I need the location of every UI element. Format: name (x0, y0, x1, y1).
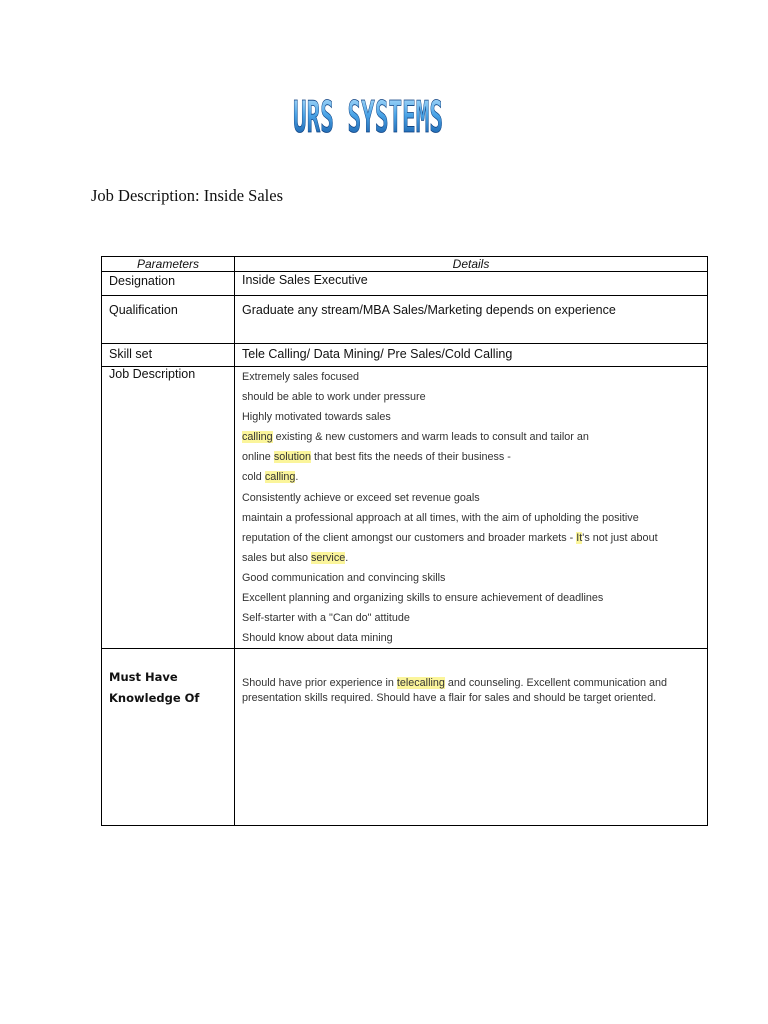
job-description-item (242, 367, 700, 387)
text-fragment: Self-starter with a "Can do" attitude (242, 612, 410, 625)
designation-value: Inside Sales Executive (235, 272, 708, 296)
text-fragment: and counseling. Excellent communication and presentation skills required. Should have a flair for sales and should be target oriented. (242, 677, 667, 705)
highlighted-word: It (576, 531, 583, 544)
text-fragment: 's not just about (582, 531, 658, 544)
row-must-have (102, 649, 708, 826)
highlighted-word: calling (264, 471, 296, 484)
must-have-text-cell (235, 649, 708, 826)
highlighted-word: telecalling (396, 677, 445, 690)
table-header-row (102, 257, 708, 272)
text-fragment: Should know about data mining (242, 632, 393, 645)
header-details: Details (235, 257, 708, 272)
job-description-label: Job Description (102, 367, 235, 649)
job-description-item (242, 568, 700, 588)
row-designation (102, 272, 708, 296)
job-description-item (242, 608, 700, 628)
job-description-table (101, 256, 708, 826)
job-description-item (242, 628, 700, 648)
text-fragment: Should have prior experience in (242, 677, 397, 690)
highlighted-word: service (311, 551, 346, 564)
highlighted-word: solution (273, 451, 312, 464)
qualification-label: Qualification (102, 296, 235, 344)
job-description-item (242, 387, 700, 407)
job-description-item (242, 467, 700, 487)
text-fragment: Highly motivated towards sales (242, 411, 391, 424)
job-description-item (242, 447, 700, 467)
logo-text: URS SYSTEMS (293, 92, 443, 143)
job-description-list (235, 367, 708, 649)
must-have-text (242, 649, 700, 706)
page-title: Job Description: Inside Sales (91, 186, 284, 205)
text-fragment: Consistently achieve or exceed set revenue goals (242, 491, 480, 504)
text-fragment: reputation of the client amongst our customers and broader markets - (242, 531, 577, 544)
company-logo (292, 92, 444, 143)
job-description-item (242, 427, 700, 447)
text-fragment: . (345, 551, 349, 564)
text-fragment: should be able to work under pressure (242, 391, 426, 404)
text-fragment: Excellent planning and organizing skills to ensure achievement of deadlines (242, 592, 604, 605)
text-fragment: cold (242, 471, 265, 484)
text-fragment: Extremely sales focused (242, 371, 360, 383)
row-skill-set (102, 344, 708, 367)
must-have-label (109, 649, 227, 709)
job-description-item (242, 588, 700, 608)
skill-set-label: Skill set (102, 344, 235, 367)
job-description-item (242, 508, 700, 528)
text-fragment: online (242, 451, 274, 464)
job-description-item (242, 528, 700, 548)
must-have-label-cell (102, 649, 235, 826)
text-fragment: maintain a professional approach at all times, with the aim of upholding the positive (242, 511, 639, 524)
job-description-item (242, 407, 700, 427)
text-fragment: sales but also (242, 551, 312, 564)
header-parameters: Parameters (102, 257, 235, 272)
must-have-label-line1: Must Have (109, 670, 178, 685)
skill-set-value: Tele Calling/ Data Mining/ Pre Sales/Cold Calling (235, 344, 708, 367)
highlighted-word: calling (242, 431, 273, 444)
text-fragment: Good communication and convincing skills (242, 571, 446, 584)
must-have-label-line2: Knowledge Of (109, 691, 200, 706)
text-fragment: that best fits the needs of their business - (311, 451, 511, 464)
row-job-description (102, 367, 708, 649)
designation-label: Designation (102, 272, 235, 296)
text-fragment: . (295, 471, 299, 484)
text-fragment: existing & new customers and warm leads to consult and tailor an (272, 431, 589, 444)
row-qualification (102, 296, 708, 344)
job-description-item (242, 488, 700, 508)
job-description-item (242, 548, 700, 568)
qualification-value: Graduate any stream/MBA Sales/Marketing depends on experience (235, 296, 708, 344)
